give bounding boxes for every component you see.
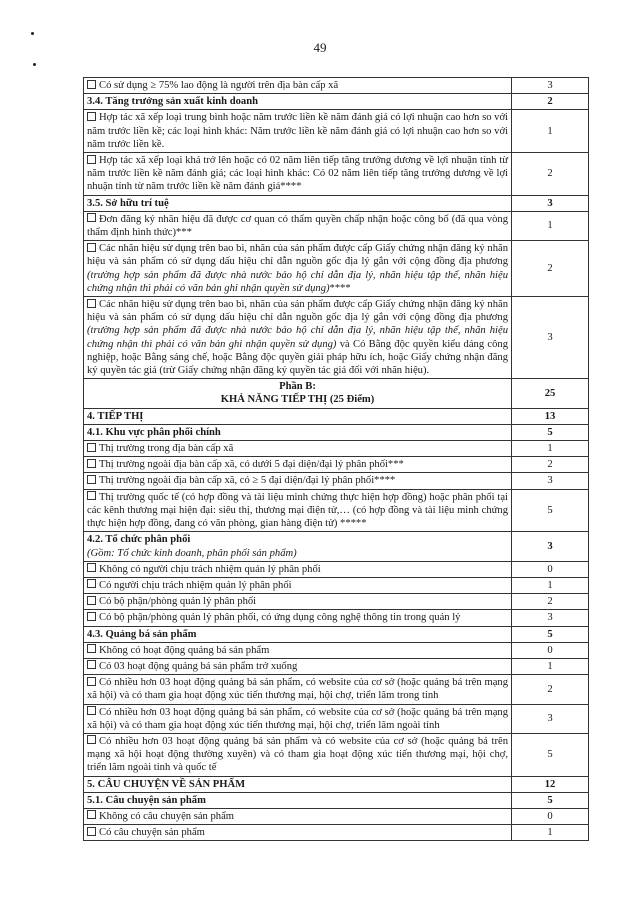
section-title: 3.5. Sở hữu trí tuệ (87, 197, 169, 209)
section-subtitle: (Gồm: Tổ chức kinh doanh, phân phối sản phẩm) (87, 547, 297, 559)
section-title: 5. CÂU CHUYỆN VỀ SẢN PHẨM (87, 778, 246, 790)
score-cell: 13 (512, 408, 589, 424)
section-title: 3.4. Tăng trưởng sản xuất kinh doanh (87, 96, 258, 108)
criterion-label: Hợp tác xã xếp loại khá trở lên hoặc có 02 năm liên tiếp tăng trưởng dương về lợi nhuận tính từ năm trước liền kề năm đánh giá; các loại hình khác: Có 02 năm liên tiếp tăng trưởng dương về lợi nhuận tính từ năm trước liền kề năm đánh giá**** (87, 155, 508, 193)
part-heading-row (84, 379, 589, 408)
criterion-label: Có câu chuyện sản phẩm (99, 827, 205, 839)
criterion-text (84, 733, 512, 776)
criterion-label: Thị trường ngoài địa bàn cấp xã, có ≥ 5 đại diện/đại lý phân phối**** (99, 475, 396, 487)
criterion-text (84, 424, 512, 440)
criterion-label: Thị trường ngoài địa bàn cấp xã, có dưới 5 đại diện/đại lý phân phối*** (99, 459, 404, 471)
criterion-label: Các nhãn hiệu sử dụng trên bao bì, nhãn của sản phẩm được cấp Giấy chứng nhận đăng ký nhãn hiệu và sản phẩm có sử dụng dấu hiệu chỉ dẫn nguồn gốc địa lý gắn với cộng đồng địa phương (87, 299, 508, 324)
score-cell: 5 (512, 626, 589, 642)
criterion-label: Thị trường quốc tế (có hợp đồng và tài liệu minh chứng thực hiện hợp đồng) hoặc phân phối tại các kênh thương mại hiện đại: siêu thị, thương mại điện tử,… (có hợp đồng và tài liệu minh chứng thực hiện hợp đồng, đang có văn phòng, gian hàng điện tử) ***** (87, 491, 508, 530)
section-heading-row (84, 792, 589, 808)
score-cell: 0 (512, 561, 589, 577)
checkbox-icon[interactable] (87, 213, 96, 222)
part-title: KHẢ NĂNG TIẾP THỊ (25 Điểm) (220, 394, 375, 406)
section-title: 4.2. Tổ chức phân phối (87, 534, 191, 546)
criterion-text (84, 626, 512, 642)
criterion-text (84, 379, 512, 408)
scoring-table (83, 77, 589, 841)
criterion-text (84, 577, 512, 593)
criterion-row (84, 642, 589, 658)
score-cell: 1 (512, 110, 589, 153)
criterion-row (84, 704, 589, 733)
criterion-text (84, 241, 512, 297)
criterion-text (84, 211, 512, 240)
criterion-label: Có 03 hoạt động quảng bá sản phẩm trở xuống (99, 660, 298, 672)
criterion-row (84, 675, 589, 704)
score-cell: 3 (512, 704, 589, 733)
criterion-text (84, 610, 512, 626)
criterion-text (84, 561, 512, 577)
score-cell: 25 (512, 379, 589, 408)
checkbox-icon[interactable] (87, 491, 96, 500)
score-cell: 3 (512, 473, 589, 489)
criterion-tail: và Có Bằng độc quyền kiểu dáng công nghiệp, hoặc Bằng sáng chế, hoặc Bằng độc quyền giải pháp hữu ích, hoặc Giấy chứng nhận đăng ký quyền tác giả (trừ Giấy chứng nhận đăng ký quyền tác giả đối với nhãn hiệu). (87, 338, 509, 377)
checkbox-icon[interactable] (87, 735, 96, 744)
criterion-text (84, 658, 512, 674)
score-cell: 2 (512, 241, 589, 297)
checkbox-icon[interactable] (87, 112, 96, 121)
page-number: 49 (313, 40, 327, 55)
criterion-text (84, 776, 512, 792)
score-cell: 3 (512, 297, 589, 379)
checkbox-icon[interactable] (87, 299, 96, 308)
criterion-label: Không có câu chuyện sản phẩm (99, 810, 235, 822)
criterion-text (84, 153, 512, 196)
scoring-table-body (84, 78, 589, 841)
criterion-note: (trường hợp sản phẩm đã được nhà nước bảo hộ chỉ dẫn địa lý, nhãn hiệu tập thể, nhãn hiệu chứng nhận thì phải có văn bản ghi nhận quyền sử dụng) (87, 325, 508, 350)
criterion-text (84, 642, 512, 658)
score-cell: 5 (512, 792, 589, 808)
criterion-text (84, 489, 512, 532)
section-heading-row (84, 195, 589, 211)
criterion-text (84, 94, 512, 110)
section-heading-row (84, 424, 589, 440)
checkbox-icon[interactable] (87, 706, 96, 715)
criterion-label: Không có hoạt động quảng bá sản phẩm (99, 644, 270, 656)
section-title: 4. TIẾP THỊ (87, 410, 144, 422)
criterion-text (84, 825, 512, 841)
score-cell: 2 (512, 594, 589, 610)
criterion-row (84, 78, 589, 94)
criterion-label: Có bộ phận/phòng quản lý phân phối, có ứng dụng công nghệ thông tin trong quản lý (99, 612, 461, 624)
checkbox-icon[interactable] (87, 810, 96, 819)
score-cell: 12 (512, 776, 589, 792)
score-cell: 3 (512, 532, 589, 561)
section-title: 4.3. Quảng bá sản phẩm (87, 628, 197, 640)
section-heading-row (84, 532, 589, 561)
checkbox-icon[interactable] (87, 563, 96, 572)
criterion-row (84, 241, 589, 297)
score-cell: 1 (512, 658, 589, 674)
checkbox-icon[interactable] (87, 579, 96, 588)
score-cell: 1 (512, 441, 589, 457)
checkbox-icon[interactable] (87, 80, 96, 89)
criterion-row (84, 561, 589, 577)
score-cell: 3 (512, 78, 589, 94)
score-cell: 5 (512, 733, 589, 776)
criterion-label: Thị trường trong địa bàn cấp xã (99, 443, 234, 455)
score-cell: 2 (512, 94, 589, 110)
criterion-row (84, 594, 589, 610)
criterion-text (84, 532, 512, 561)
score-cell: 2 (512, 457, 589, 473)
section-title: 4.1. Khu vực phân phối chính (87, 426, 221, 438)
checkbox-icon[interactable] (87, 243, 96, 252)
score-cell: 2 (512, 153, 589, 196)
checkbox-icon[interactable] (87, 827, 96, 836)
checkbox-icon[interactable] (87, 612, 96, 621)
criterion-tail: **** (329, 282, 351, 294)
section-heading-row (84, 94, 589, 110)
criterion-label: Có sử dụng ≥ 75% lao động là người trên địa bàn cấp xã (99, 80, 339, 91)
criterion-text (84, 441, 512, 457)
criterion-text (84, 704, 512, 733)
criterion-text (84, 457, 512, 473)
criterion-text (84, 473, 512, 489)
checkbox-icon[interactable] (87, 677, 96, 686)
criterion-text (84, 110, 512, 153)
score-cell: 5 (512, 424, 589, 440)
criterion-row (84, 610, 589, 626)
criterion-text (84, 297, 512, 379)
section-heading-row (84, 626, 589, 642)
criterion-text (84, 792, 512, 808)
section-heading-row (84, 408, 589, 424)
scan-mark-top (31, 32, 34, 35)
criterion-row (84, 457, 589, 473)
score-cell: 1 (512, 577, 589, 593)
checkbox-icon[interactable] (87, 596, 96, 605)
criterion-row (84, 808, 589, 824)
criterion-text (84, 195, 512, 211)
score-cell: 2 (512, 675, 589, 704)
criterion-label: Các nhãn hiệu sử dụng trên bao bì, nhãn của sản phẩm được cấp Giấy chứng nhận đăng ký nhãn hiệu và sản phẩm có sử dụng dấu hiệu chỉ dẫn nguồn gốc địa lý gắn với cộng đồng địa phương (87, 243, 508, 268)
criterion-label: Đơn đăng ký nhãn hiệu đã được cơ quan có thẩm quyền chấp nhận hoặc công bố (đã qua vòng thẩm định hình thức)*** (87, 213, 508, 239)
criterion-row (84, 658, 589, 674)
criterion-label: Có nhiều hơn 03 hoạt động quảng bá sản phẩm và có website của cơ sở (hoặc quảng bá trên mạng xã hội hoạt động thường xuyên) và có tham gia hoạt động xúc tiến thương mại, hội chợ, triển lãm ngoài tỉnh và quốc tế (87, 735, 508, 774)
criterion-row (84, 211, 589, 240)
criterion-row (84, 153, 589, 196)
criterion-row (84, 733, 589, 776)
criterion-text (84, 78, 512, 94)
criterion-row (84, 577, 589, 593)
criterion-text (84, 594, 512, 610)
part-label: Phần B: (279, 381, 316, 393)
checkbox-icon[interactable] (87, 155, 96, 164)
score-cell: 3 (512, 610, 589, 626)
score-cell: 1 (512, 825, 589, 841)
score-cell: 5 (512, 489, 589, 532)
score-cell: 1 (512, 211, 589, 240)
score-cell: 3 (512, 195, 589, 211)
checkbox-icon[interactable] (87, 660, 96, 669)
criterion-row (84, 825, 589, 841)
criterion-label: Có nhiều hơn 03 hoạt động quảng bá sản phẩm, có website của cơ sở (hoặc quảng bá trên mạng xã hội) và có tham gia hoạt động xúc tiến thương mại, hội chợ, triển lãm ngoài tỉnh (87, 706, 508, 731)
criterion-row (84, 489, 589, 532)
criterion-text (84, 408, 512, 424)
criterion-label: Hợp tác xã xếp loại trung bình hoặc năm trước liền kề năm đánh giá có lợi nhuận cao hơn so với năm trước liền kề; các loại hình khác: Năm trước liền kề năm đánh giá có lợi nhuận cao hơn so với năm trước liền kề. (87, 112, 508, 150)
criterion-row (84, 297, 589, 379)
criterion-note: (trường hợp sản phẩm đã được nhà nước bảo hộ chỉ dẫn địa lý, nhãn hiệu tập thể, nhãn hiệu chứng nhận thì phải có văn bản ghi nhận quyền sử dụng) (87, 269, 508, 294)
score-cell: 0 (512, 808, 589, 824)
scan-mark-mid (33, 63, 36, 66)
checkbox-icon[interactable] (87, 443, 96, 452)
criterion-text (84, 675, 512, 704)
checkbox-icon[interactable] (87, 475, 96, 484)
criterion-row (84, 473, 589, 489)
section-heading-row (84, 776, 589, 792)
section-title: 5.1. Câu chuyện sản phẩm (87, 794, 206, 806)
criterion-label: Có người chịu trách nhiệm quản lý phân phối (99, 579, 292, 591)
criterion-row (84, 110, 589, 153)
criterion-row (84, 441, 589, 457)
checkbox-icon[interactable] (87, 459, 96, 468)
criterion-label: Có bộ phận/phòng quản lý phân phối (99, 596, 257, 608)
checkbox-icon[interactable] (87, 644, 96, 653)
criterion-text (84, 808, 512, 824)
criterion-label: Có nhiều hơn 03 hoạt động quảng bá sản phẩm, có website của cơ sở (hoặc quảng bá trên mạng xã hội) và có tham gia hoạt động xúc tiến thương mại, hội chợ, triển lãm trong tỉnh (87, 677, 508, 702)
score-cell: 0 (512, 642, 589, 658)
criterion-label: Không có người chịu trách nhiệm quản lý phân phối (99, 563, 321, 575)
